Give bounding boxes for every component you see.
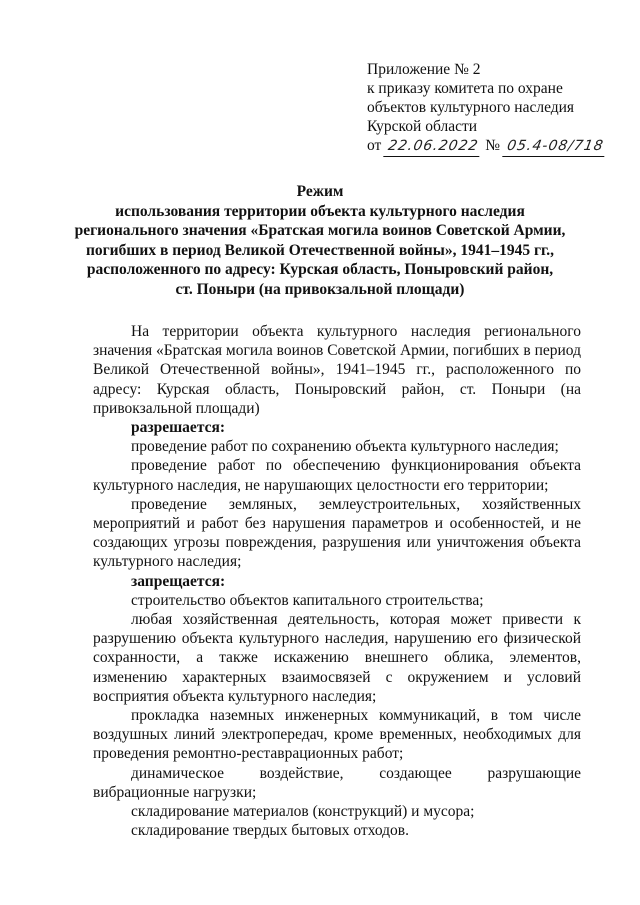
title-line-1: Режим <box>296 183 344 200</box>
allowed-item: проведение земляных, землеустроительных, хозяйственных мероприятий и работ без нарушения параметров и особенностей, и не создающих угрозы повреждения, разрушения или уничтожения объекта культурного наследия; <box>93 495 581 571</box>
title-line-5: расположенного по адресу: Курская область, Поныровский район, <box>86 261 554 278</box>
forbidden-item: прокладка наземных инженерных коммуникаций, в том числе воздушных линий электропередач, кроме временных, необходимых для проведения ремонтно-реставрационных работ; <box>93 707 581 763</box>
title-line-4: погибших в период Великой Отечественной войны», 1941–1945 гг., <box>85 241 555 259</box>
appendix-committee-line: объектов культурного наследия <box>367 99 575 116</box>
forbidden-label: запрещается: <box>131 572 226 590</box>
appendix-block <box>367 60 617 157</box>
date-prefix: от <box>367 137 382 154</box>
title-line-3: регионального значения «Братская могила воинов Советской Армии, <box>74 222 566 239</box>
title-line-2: использования территории объекта культурного наследия <box>115 202 525 220</box>
number-prefix: № <box>485 137 501 154</box>
document-title <box>60 182 580 299</box>
allowed-item: проведение работ по обеспечению функционирования объекта культурного наследия, не нарушающих целостности его территории; <box>93 457 581 494</box>
forbidden-item: складирование твердых бытовых отходов. <box>131 822 409 840</box>
appendix-date-number-line <box>367 136 617 157</box>
forbidden-item: динамическое воздействие, создающее разрушающие вибрационные нагрузки; <box>93 764 581 801</box>
handwritten-number: 05.4-08/718 <box>502 137 608 157</box>
intro-paragraph: На территории объекта культурного наследия регионального значения «Братская могила воинов Советской Армии, погибших в период Великой Отечественной войны», 1941–1945 гг., расположенного по адресу: Курская область, Поныровский район, ст. Поныри (на привокзальной площади) <box>93 323 581 417</box>
forbidden-item: складирование материалов (конструкций) и мусора; <box>131 803 475 821</box>
forbidden-item: строительство объектов капитального строительства; <box>131 591 484 609</box>
appendix-title: Приложение № 2 <box>367 61 481 78</box>
forbidden-item: любая хозяйственная деятельность, которая может привести к разрушению объекта культурного наследия, нарушению его физической сохранности, а также искажению внешнего облика, элементов, изменению характерных взаимосвязей с окружением и условий восприятия объекта культурного наследия; <box>93 611 581 705</box>
handwritten-date: 22.06.2022 <box>383 137 483 157</box>
title-line-6: ст. Поныри (на привокзальной площади) <box>175 280 465 298</box>
appendix-order-line: к приказу комитета по охране <box>367 80 563 97</box>
appendix-region-line: Курской области <box>367 118 478 135</box>
document-body <box>93 322 581 840</box>
allowed-item: проведение работ по сохранению объекта культурного наследия; <box>131 438 559 456</box>
allowed-label: разрешается: <box>131 419 226 437</box>
